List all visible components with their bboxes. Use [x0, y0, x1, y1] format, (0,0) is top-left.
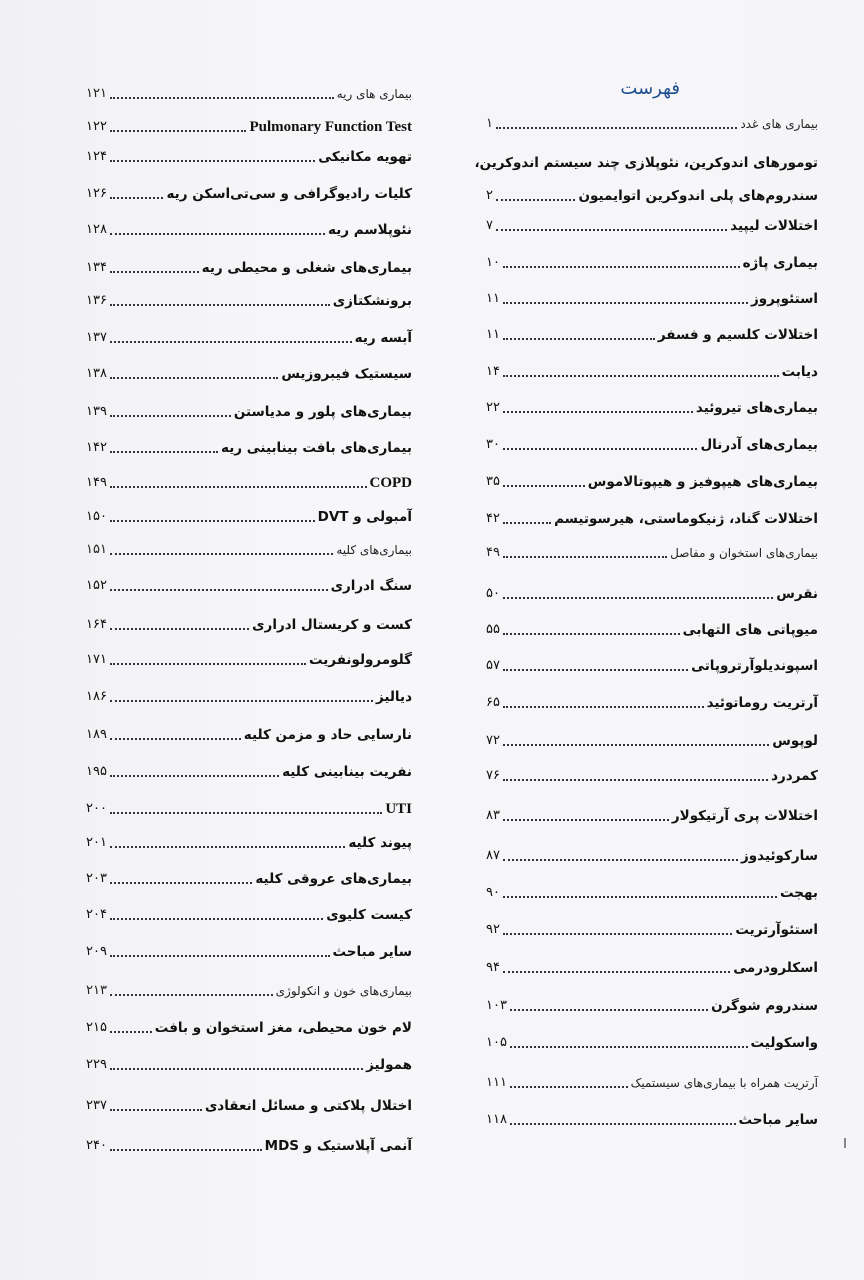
- dot-leader: [503, 970, 730, 973]
- dot-leader: [503, 932, 732, 935]
- toc-page-number: ۲۱۳: [86, 983, 107, 998]
- toc-page-number: ۱۵۱: [86, 542, 107, 557]
- toc-section-heading[interactable]: [486, 116, 818, 132]
- toc-entry[interactable]: [486, 218, 818, 234]
- toc-entry-label: نئوپلاسم ریه: [328, 222, 412, 238]
- toc-entry-label: اختلالات لیپید: [730, 218, 818, 234]
- toc-entry[interactable]: [486, 291, 818, 307]
- toc-entry-label: بیماری‌های بافت بینابینی ریه: [221, 440, 412, 456]
- toc-page-number: ۱۷۱: [86, 652, 107, 667]
- dot-leader: [110, 1108, 202, 1111]
- toc-page-number: ۱۳۹: [86, 404, 107, 419]
- toc-entry-label: اختلالات پری آرتیکولار: [671, 808, 818, 824]
- toc-entry-label: بیماری‌های عروقی کلیه: [255, 871, 412, 887]
- toc-entry-label: اختلالات گناد، ژنیکوماستی، هیرسوتیسم: [554, 511, 818, 527]
- toc-page-number: ۱۵۰: [86, 509, 107, 524]
- toc-entry[interactable]: [486, 400, 818, 416]
- toc-page-number: ۱۶۴: [86, 617, 107, 632]
- dot-leader: [110, 519, 315, 522]
- toc-page-number: ۱۴۹: [86, 475, 107, 490]
- toc-entry-label: بیماری های ریه: [336, 87, 412, 101]
- toc-entry-label: پیوند کلیه: [348, 835, 412, 851]
- toc-entry[interactable]: [486, 1035, 818, 1051]
- toc-entry[interactable]: [86, 1057, 412, 1073]
- toc-page-number: ۷۲: [486, 733, 500, 748]
- toc-entry[interactable]: [86, 186, 412, 202]
- toc-entry[interactable]: [86, 727, 412, 743]
- dot-leader: [510, 1122, 736, 1125]
- toc-page-number: ۱۱۱: [486, 1075, 507, 1090]
- dot-leader: [503, 521, 551, 524]
- toc-page-number: ۱۲۴: [86, 149, 107, 164]
- toc-entry[interactable]: [486, 695, 818, 711]
- toc-section-heading[interactable]: [86, 542, 412, 558]
- toc-entry[interactable]: [486, 622, 818, 638]
- toc-page-number: ۵۰: [486, 586, 500, 601]
- toc-entry[interactable]: [86, 222, 412, 238]
- toc-entry[interactable]: [486, 364, 818, 380]
- toc-entry[interactable]: [86, 1138, 412, 1154]
- dot-leader: [510, 1008, 708, 1011]
- dot-leader: [503, 484, 585, 487]
- dot-leader: [503, 374, 779, 377]
- toc-entry[interactable]: [86, 801, 412, 817]
- page-edge-mark: [844, 1138, 846, 1148]
- dot-leader: [110, 881, 252, 884]
- dot-leader: [110, 232, 325, 235]
- toc-entry-label: بیماری‌های استخوان و مفاصل: [670, 546, 818, 560]
- toc-section-heading[interactable]: [486, 545, 818, 561]
- dot-leader: [110, 340, 352, 343]
- toc-entry[interactable]: [86, 149, 412, 165]
- toc-entry[interactable]: [486, 474, 818, 490]
- dot-leader: [503, 301, 748, 304]
- toc-entry[interactable]: [486, 586, 818, 602]
- toc-entry[interactable]: [486, 960, 818, 976]
- toc-entry-label: آنمی آپلاستیک و MDS: [264, 1138, 412, 1154]
- dot-leader: [110, 993, 273, 996]
- dot-leader: [110, 303, 330, 306]
- dot-leader: [110, 954, 330, 957]
- toc-entry-label: نفریت بینابینی کلیه: [282, 764, 412, 780]
- toc-entry-label: استئوآرتریت: [735, 922, 818, 938]
- toc-entry[interactable]: [86, 578, 412, 594]
- toc-entry-label: کیست کلیوی: [326, 907, 412, 923]
- dot-leader: [110, 662, 306, 665]
- toc-entry[interactable]: [86, 1020, 412, 1036]
- toc-entry-label: نارسایی حاد و مزمن کلیه: [243, 727, 412, 743]
- toc-entry-label: بیماری های غدد: [740, 117, 818, 131]
- toc-page-number: ۱۱: [486, 291, 500, 306]
- toc-entry[interactable]: [86, 475, 412, 491]
- toc-entry-label: اختلالات کلسیم و فسفر: [657, 327, 818, 343]
- toc-entry[interactable]: [486, 808, 818, 824]
- toc-page-number: ۱۲۱: [86, 86, 107, 101]
- dot-leader: [503, 447, 698, 450]
- toc-page-number: ۱۲۸: [86, 222, 107, 237]
- toc-entry-label: بیماری‌های پلور و مدیاستن: [233, 404, 412, 420]
- dot-leader: [110, 627, 249, 630]
- toc-page-number: ۱۳۷: [86, 330, 107, 345]
- dot-leader: [503, 265, 740, 268]
- toc-page-number: ۷۶: [486, 768, 500, 783]
- toc-page-number: ۲۰۱: [86, 835, 107, 850]
- dot-leader: [110, 196, 164, 199]
- dot-leader: [110, 1030, 152, 1033]
- toc-page-number: ۱۳۸: [86, 366, 107, 381]
- dot-leader: [110, 811, 382, 814]
- toc-section-heading[interactable]: [486, 1075, 818, 1091]
- toc-entry-label: آبسه ریه: [354, 330, 412, 346]
- toc-entry-label: اختلال پلاکتی و مسائل انعقادی: [204, 1098, 412, 1114]
- toc-page-number: ۱۵۲: [86, 578, 107, 593]
- toc-entry-label: بیماری‌های تیروئید: [695, 400, 818, 416]
- toc-page-number: ۱۹۵: [86, 764, 107, 779]
- toc-entry-label: سایر مباحث: [738, 1112, 818, 1128]
- toc-entry-label: اسکلرودرمی: [733, 960, 818, 976]
- toc-page-number: ۳۵: [486, 474, 500, 489]
- toc-entry[interactable]: [86, 835, 412, 851]
- toc-entry-label: استئوپروز: [750, 291, 818, 307]
- toc-entry[interactable]: [486, 885, 818, 901]
- toc-page-number: ۳۰: [486, 437, 500, 452]
- toc-entry-label: میوپاتی های التهابی: [682, 622, 818, 638]
- toc-entry-label: سیستیک فیبروزیس: [281, 366, 412, 382]
- toc-entry[interactable]: [486, 922, 818, 938]
- dot-leader: [503, 596, 773, 599]
- toc-entry-label: سایر مباحث: [332, 944, 412, 960]
- toc-entry-label: بیماری پاژه: [742, 255, 818, 271]
- dot-leader: [503, 818, 669, 821]
- dot-leader: [110, 1067, 363, 1070]
- dot-leader: [110, 376, 278, 379]
- toc-entry[interactable]: [486, 768, 818, 784]
- dot-leader: [503, 632, 680, 635]
- toc-entry[interactable]: [86, 1098, 412, 1114]
- toc-page-number: ۱۳۶: [86, 293, 107, 308]
- toc-page-number: ۱۲۲: [86, 119, 107, 134]
- toc-entry[interactable]: [86, 944, 412, 960]
- toc-page-number: ۶۵: [486, 695, 500, 710]
- toc-entry-label: بیماری‌های هیپوفیز و هیپوتالاموس: [587, 474, 818, 490]
- toc-entry[interactable]: [86, 366, 412, 382]
- toc-entry-label: اسپوندیلوآرتروپاتی: [691, 658, 818, 674]
- toc-page-number: ۲۰۳: [86, 871, 107, 886]
- toc-page-number: ۸۳: [486, 808, 500, 823]
- dot-leader: [110, 129, 247, 132]
- toc-entry[interactable]: [86, 330, 412, 346]
- toc-entry[interactable]: [86, 440, 412, 456]
- toc-page-number: ۲: [486, 188, 493, 203]
- toc-entry-label: بیماری‌های خون و انکولوژی: [275, 984, 412, 998]
- dot-leader: [110, 159, 315, 162]
- toc-page-number: ۵۷: [486, 658, 500, 673]
- toc-entry-label: آمبولی و DVT: [317, 509, 412, 525]
- dot-leader: [496, 228, 727, 231]
- toc-page-number: ۱: [486, 116, 493, 131]
- toc-entry[interactable]: [486, 1112, 818, 1128]
- toc-page-number: ۱۴۲: [86, 440, 107, 455]
- toc-entry[interactable]: [486, 848, 818, 864]
- toc-entry[interactable]: [86, 617, 412, 633]
- toc-page-number: ۲۴۰: [86, 1138, 107, 1153]
- dot-leader: [110, 845, 345, 848]
- toc-entry[interactable]: [486, 327, 818, 343]
- dot-leader: [503, 668, 688, 671]
- toc-entry[interactable]: [486, 658, 818, 674]
- toc-entry-label: برونشکتازی: [332, 293, 412, 309]
- dot-leader: [503, 858, 738, 861]
- dot-leader: [510, 1045, 748, 1048]
- toc-entry-label: بیماری‌های آدرنال: [700, 437, 818, 453]
- toc-page-number: ۱۸۶: [86, 689, 107, 704]
- toc-page-number: ۴۲: [486, 511, 500, 526]
- toc-page-number: ۲۰۰: [86, 801, 107, 816]
- dot-leader: [496, 198, 575, 201]
- dot-leader: [110, 699, 373, 702]
- toc-page-number: ۱۰۵: [486, 1035, 507, 1050]
- dot-leader: [110, 774, 279, 777]
- toc-entry[interactable]: [86, 871, 412, 887]
- toc-entry[interactable]: [486, 511, 818, 527]
- toc-page-number: ۲۰۹: [86, 944, 107, 959]
- dot-leader: [110, 1148, 262, 1151]
- toc-entry-label: بیماری‌های شغلی و محیطی ریه: [201, 260, 412, 276]
- toc-entry-label: سنگ ادراری: [330, 578, 412, 594]
- toc-page-number: ۷: [486, 218, 493, 233]
- dot-leader: [503, 743, 769, 746]
- toc-entry[interactable]: [86, 764, 412, 780]
- toc-entry[interactable]: [86, 652, 412, 668]
- toc-entry-label: بیماری‌های کلیه: [336, 543, 412, 557]
- toc-entry-label: بهجت: [779, 885, 818, 901]
- dot-leader: [503, 895, 777, 898]
- dot-leader: [110, 414, 231, 417]
- toc-page-number: ۱۸۹: [86, 727, 107, 742]
- toc-page-number: ۲۰۴: [86, 907, 107, 922]
- toc-entry[interactable]: [86, 509, 412, 525]
- toc-entry[interactable]: [86, 404, 412, 420]
- toc-page-number: ۲۲: [486, 400, 500, 415]
- toc-page-number: ۱۳۴: [86, 260, 107, 275]
- toc-entry[interactable]: [86, 119, 412, 135]
- toc-entry-label: COPD: [369, 475, 412, 491]
- toc-page-number: ۹۴: [486, 960, 500, 975]
- dot-leader: [496, 126, 737, 129]
- dot-leader: [110, 588, 328, 591]
- dot-leader: [503, 337, 655, 340]
- toc-section-heading[interactable]: [86, 983, 412, 999]
- toc-entry-label: نقرس: [776, 586, 818, 602]
- toc-entry-label: لوپوس: [772, 733, 818, 749]
- dot-leader: [110, 96, 334, 99]
- toc-entry-label: دیابت: [781, 364, 818, 380]
- toc-entry-label: Pulmonary Function Test: [249, 119, 412, 135]
- toc-page-number: ۱۰: [486, 255, 500, 270]
- toc-page-number: ۱۲۶: [86, 186, 107, 201]
- toc-entry[interactable]: [86, 907, 412, 923]
- toc-page-number: ۹۰: [486, 885, 500, 900]
- toc-entry[interactable]: [86, 293, 412, 309]
- dot-leader: [503, 410, 693, 413]
- page-title: فهرست: [620, 78, 680, 99]
- dot-leader: [510, 1085, 628, 1088]
- dot-leader: [503, 555, 667, 558]
- toc-page-number: ۵۵: [486, 622, 500, 637]
- toc-page-number: ۲۳۷: [86, 1098, 107, 1113]
- toc-page-number: ۴۹: [486, 545, 500, 560]
- toc-page-number: ۸۷: [486, 848, 500, 863]
- dot-leader: [503, 705, 704, 708]
- toc-page-number: ۹۲: [486, 922, 500, 937]
- toc-entry-label: سندروم‌های پلی اندوکرین اتوایمیون: [578, 188, 818, 204]
- dot-leader: [503, 778, 768, 781]
- toc-section-heading[interactable]: [86, 86, 412, 102]
- toc-entry[interactable]: [86, 689, 412, 705]
- toc-entry-label: سارکوئیدوز: [741, 848, 818, 864]
- toc-entry-label: همولیز: [366, 1057, 412, 1073]
- toc-entry-label: آرتریت همراه با بیماری‌های سیستمیک: [630, 1076, 818, 1090]
- toc-entry-label: دیالیز: [375, 689, 412, 705]
- toc-page-number: ۲۲۹: [86, 1057, 107, 1072]
- dot-leader: [110, 737, 241, 740]
- dot-leader: [110, 917, 323, 920]
- dot-leader: [110, 270, 199, 273]
- toc-page-number: ۲۱۵: [86, 1020, 107, 1035]
- dot-leader: [110, 450, 218, 453]
- toc-page-number: ۱۱۸: [486, 1112, 507, 1127]
- toc-entry-label: UTI: [385, 801, 412, 817]
- dot-leader: [110, 552, 333, 555]
- toc-entry-label: گلومرولونفریت: [308, 652, 412, 668]
- toc-entry-label: کلیات رادیوگرافی و سی‌تی‌اسکن ریه: [166, 186, 412, 202]
- toc-entry[interactable]: [86, 260, 412, 276]
- toc-page-number: ۱۴: [486, 364, 500, 379]
- toc-entry-label: لام خون محیطی، مغز استخوان و بافت: [154, 1020, 412, 1036]
- toc-entry[interactable]: [486, 998, 818, 1014]
- toc-page-number: ۱۱: [486, 327, 500, 342]
- toc-page-number: ۱۰۳: [486, 998, 507, 1013]
- toc-entry-label: کمردرد: [771, 768, 818, 784]
- dot-leader: [110, 485, 367, 488]
- toc-entry-label: آرتریت روماتوئید: [706, 695, 818, 711]
- toc-entry[interactable]: [486, 255, 818, 271]
- toc-entry-prefix-line: تومورهای اندوکرین، نئوپلازی چند سیستم اندوکرین،: [474, 155, 818, 171]
- toc-entry-label: تهویه مکانیکی: [318, 149, 412, 165]
- toc-entry-label: واسکولیت: [750, 1035, 818, 1051]
- toc-entry-label: کست و کریستال ادراری: [252, 617, 412, 633]
- toc-entry[interactable]: [486, 188, 818, 204]
- toc-entry-label: سندروم شوگرن: [711, 998, 818, 1014]
- toc-entry[interactable]: [486, 437, 818, 453]
- toc-entry[interactable]: [486, 733, 818, 749]
